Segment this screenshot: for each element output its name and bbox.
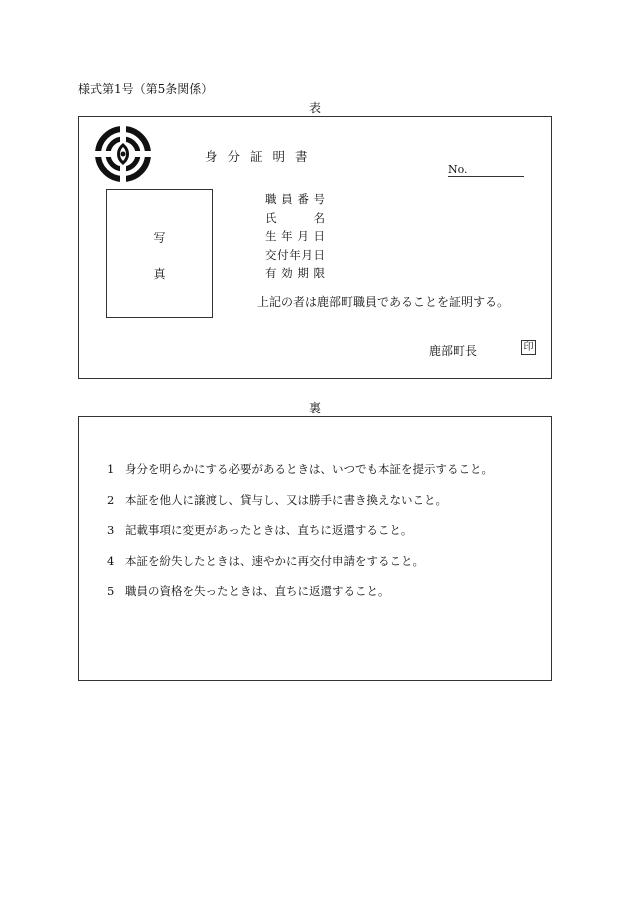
field-expiry: 有効期限 xyxy=(265,266,325,280)
serial-number-label: No. xyxy=(448,163,468,176)
back-side-label: 裏 xyxy=(308,401,321,415)
personal-fields xyxy=(265,190,325,283)
field-issue-date: 交付年月日 xyxy=(265,247,325,262)
item-text: 本証を紛失したときは、速やかに再交付申請をすること。 xyxy=(125,553,424,568)
card-title: 身分証明書 xyxy=(205,149,318,164)
certification-text: 上記の者は鹿部町職員であることを証明する。 xyxy=(257,295,510,309)
id-card-front xyxy=(78,116,552,379)
photo-box xyxy=(106,189,213,318)
issuer-name: 鹿部町長 xyxy=(429,344,478,358)
front-side-label: 表 xyxy=(308,101,321,115)
field-name: 氏名 xyxy=(265,210,325,225)
item-text: 職員の資格を失ったときは、直ちに返還すること。 xyxy=(125,584,390,598)
item-text: 身分を明らかにする必要があるときは、いつでも本証を提示すること。 xyxy=(125,462,493,476)
item-number: 4 xyxy=(107,553,115,568)
serial-number-field xyxy=(448,163,524,177)
seal-mark: 印 xyxy=(521,340,536,355)
item-text: 本証を他人に譲渡し、貸与し、又は勝手に書き換えないこと。 xyxy=(125,492,447,507)
field-birth-date: 生年月日 xyxy=(265,229,325,243)
item-number: 5 xyxy=(107,584,115,598)
town-emblem-icon xyxy=(95,126,151,182)
list-item xyxy=(107,553,493,584)
list-item xyxy=(107,583,493,614)
rules-list xyxy=(107,461,493,614)
item-number: 3 xyxy=(107,523,115,537)
photo-label-top: 写 xyxy=(153,231,166,245)
list-item xyxy=(107,461,493,492)
list-item xyxy=(107,492,493,523)
form-number-label: 様式第1号（第5条関係） xyxy=(78,82,214,96)
item-text: 記載事項に変更があったときは、直ちに返還すること。 xyxy=(125,523,413,537)
item-number: 2 xyxy=(107,492,115,507)
field-employee-number: 職員番号 xyxy=(265,192,325,206)
photo-label-bottom: 真 xyxy=(153,267,166,281)
item-number: 1 xyxy=(107,462,115,476)
list-item xyxy=(107,522,493,553)
id-card-back xyxy=(78,416,552,681)
